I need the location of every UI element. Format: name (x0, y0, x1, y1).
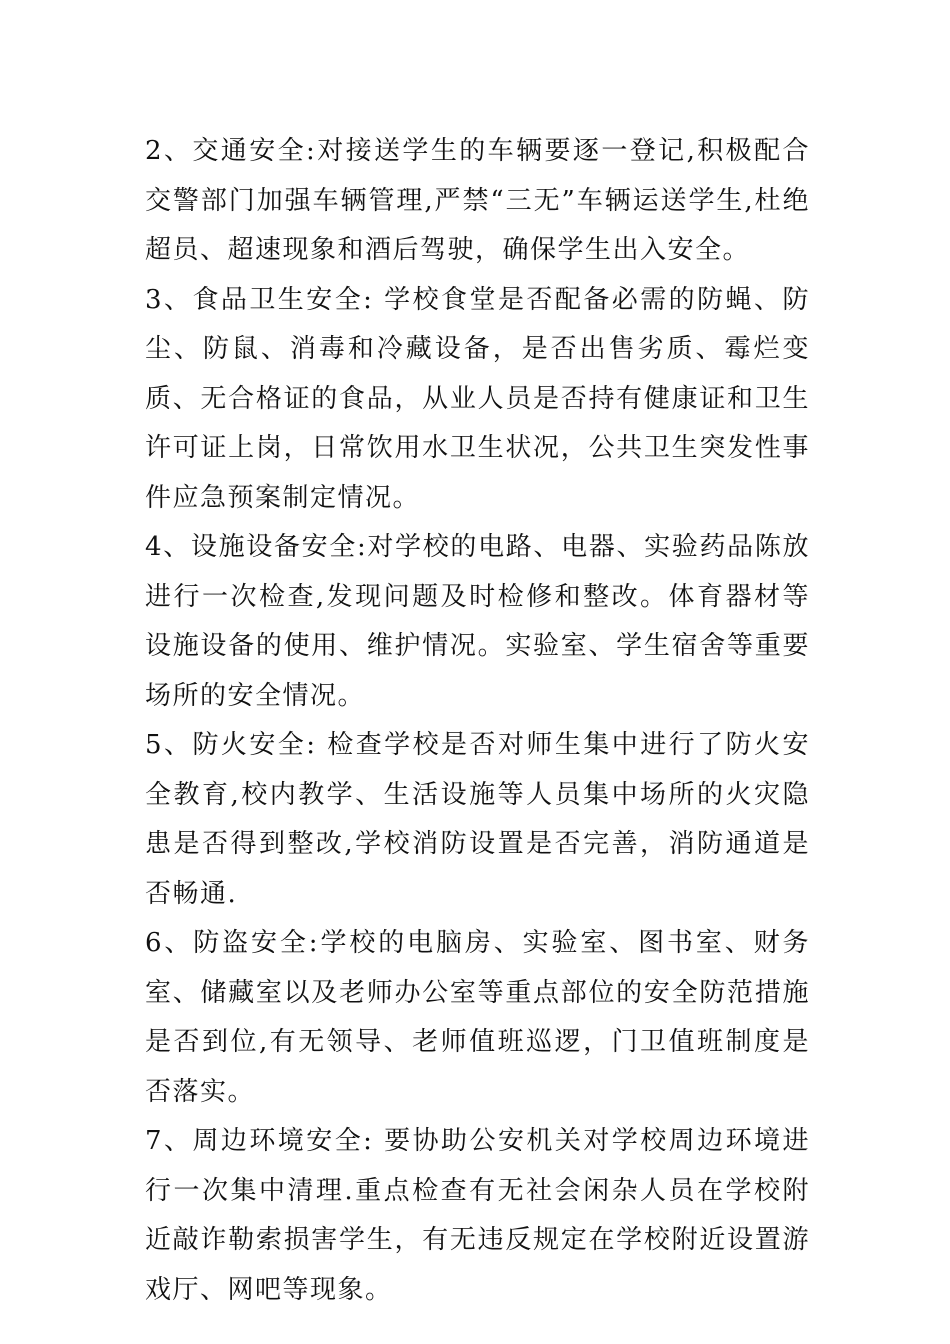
paragraph-fire-safety: 5、防火安全: 检查学校是否对师生集中进行了防火安全教育,校内教学、生活设施等人员集中场所的火灾隐患是否得到整改,学校消防设置是否完善，消防通道是否畅通. (145, 730, 810, 909)
document-body (145, 127, 810, 1315)
paragraph-theft-prevention-safety: 6、防盗安全:学校的电脑房、实验室、图书室、财务室、储藏室以及老师办公室等重点部位的安全防范措施是否到位,有无领导、老师值班巡逻，门卫值班制度是否落实。 (145, 928, 810, 1107)
paragraph-traffic-safety: 2、交通安全:对接送学生的车辆要逐一登记,积极配合交警部门加强车辆管理,严禁“三无”车辆运送学生,杜绝超员、超速现象和酒后驾驶，确保学生出入安全。 (145, 136, 810, 265)
paragraph-surrounding-environment-safety: 7、周边环境安全: 要协助公安机关对学校周边环境进行一次集中清理.重点检查有无社会闲杂人员在学校附近敲诈勒索损害学生，有无违反规定在学校附近设置游戏厅、网吧等现象。 (145, 1126, 810, 1305)
paragraph-facility-equipment-safety: 4、设施设备安全:对学校的电路、电器、实验药品陈放进行一次检查,发现问题及时检修和整改。体育器材等设施设备的使用、维护情况。实验室、学生宿舍等重要场所的安全情况。 (145, 532, 810, 711)
paragraph-food-hygiene-safety: 3、食品卫生安全: 学校食堂是否配备必需的防蝇、防尘、防鼠、消毒和冷藏设备，是否出售劣质、霉烂变质、无合格证的食品，从业人员是否持有健康证和卫生许可证上岗，日常饮用水卫生状况，公共卫生突发性事件应急预案制定情况。 (145, 284, 810, 513)
